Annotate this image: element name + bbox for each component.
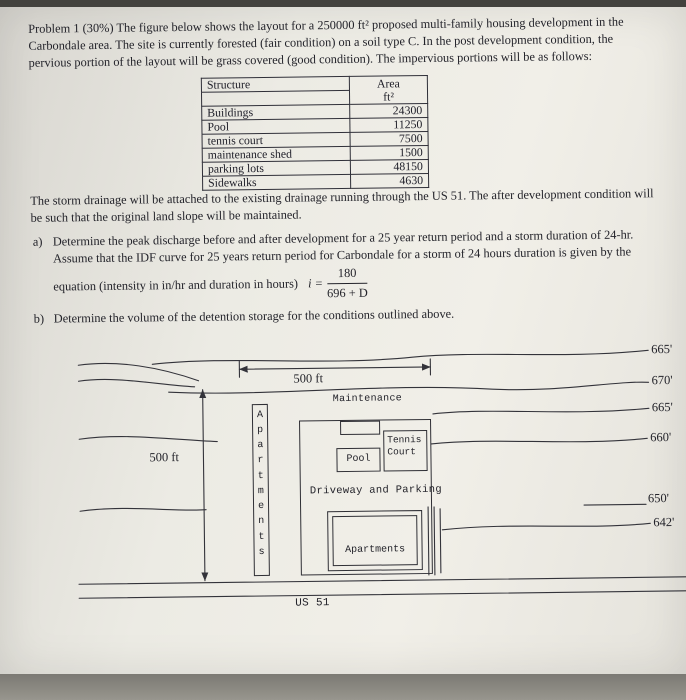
tennis-court-box: [383, 430, 427, 472]
apartments-block-inner-box: Apartments: [332, 515, 418, 566]
tennis-label-line1: Tennis: [387, 433, 422, 446]
apartments-strip-box: Apartments: [252, 404, 270, 576]
fraction-numerator: 180: [327, 265, 368, 283]
area-cell: 24300: [350, 104, 428, 119]
equation-fraction: [327, 265, 368, 300]
structure-cell: maintenance shed: [202, 147, 350, 163]
area-cell: 11250: [350, 118, 428, 133]
paper-page: [0, 7, 686, 674]
item-b: [32, 303, 662, 328]
contour-line-670: [169, 382, 649, 394]
item-a: [31, 226, 661, 268]
item-a-text: Determine the peak discharge before and after development for a 25 year return period and a storm duration of 24-hr. Assume that the IDF curve for 25 years return period for Carbondale for a storm of 24 hours duration is given by the: [52, 227, 634, 266]
contour-line-660: [431, 438, 647, 444]
area-cell: 48150: [350, 160, 428, 175]
maintenance-shed-box: [340, 420, 380, 434]
idf-equation-line: [53, 262, 661, 304]
structure-cell: Sidewalks: [203, 175, 351, 191]
driveway-parking-label: Driveway and Parking: [309, 483, 442, 498]
elevation-label-670: 670': [651, 372, 673, 388]
contour-line-665-top: [152, 350, 648, 364]
photo-desk-edge-bottom: [0, 674, 686, 700]
structure-cell: Buildings: [202, 105, 350, 121]
vertical-dimension-line: [203, 390, 205, 581]
road-line-top: [79, 577, 686, 584]
impervious-area-table: [201, 75, 429, 191]
problem-statement: Problem 1 (30%) The figure below shows the layout for a 250000 ft² proposed multi-family housing development in the Carbondale area. The site is currently forested (fair condition) on a soil type C. In the post development condition, the pervious portion of the layout will be grass covered (good condition). The impervious portions will be as follows:: [28, 14, 624, 71]
storm-drainage-paragraph: The storm drainage will be attached to the existing drainage running through the US 51. The after development condition will be such that the original land slope will be maintained.: [30, 186, 654, 226]
site-layout-figure: [2, 334, 686, 620]
us51-road-label: US 51: [295, 597, 330, 610]
header-area: Area: [349, 76, 427, 91]
road-line-bottom: [79, 591, 686, 598]
photo-desk-edge-top: [0, 0, 686, 7]
structure-cell: parking lots: [202, 161, 350, 177]
elevation-label-642: 642': [653, 514, 675, 530]
elevation-label-665-top: 665': [651, 341, 673, 357]
elevation-label-650: 650': [647, 490, 670, 506]
equation-prefix: equation (intensity in in/hr and duration in hours): [53, 276, 299, 294]
structure-cell: Pool: [202, 119, 350, 135]
horizontal-dimension-line: [239, 367, 430, 369]
elevation-label-660: 660': [650, 429, 672, 445]
header-structure: Structure: [201, 77, 349, 93]
contour-line-665-mid: [433, 408, 649, 414]
driveway-line-2: [434, 507, 435, 575]
contour-line-left-2: [78, 378, 194, 388]
height-dimension-label: 500 ft: [149, 449, 180, 465]
maintenance-label: Maintenance: [332, 393, 403, 406]
contour-line-650: [584, 504, 646, 505]
structure-cell: tennis court: [202, 133, 350, 149]
width-dimension-label: 500 ft: [293, 371, 324, 386]
item-a-label: a): [32, 234, 43, 249]
contour-line-642: [442, 523, 650, 530]
area-cell: 7500: [350, 132, 428, 147]
tennis-label-line2: Court: [387, 446, 416, 458]
item-b-text: Determine the volume of the detention storage for the conditions outlined above.: [53, 306, 455, 326]
contour-line-left-3: [79, 435, 217, 443]
pool-box: Pool: [336, 447, 380, 472]
fraction-denominator: 696 + D: [326, 285, 368, 300]
page-content: [0, 7, 686, 674]
elevation-label-665-mid: 665': [651, 399, 673, 415]
equation-variable: i =: [307, 276, 324, 291]
item-b-label: b): [33, 311, 45, 326]
contour-line-left-4: [80, 507, 206, 511]
driveway-line-3: [440, 509, 441, 573]
header-area-unit: ft²: [349, 90, 427, 105]
area-cell: 4630: [351, 174, 429, 189]
area-cell: 1500: [350, 146, 428, 161]
